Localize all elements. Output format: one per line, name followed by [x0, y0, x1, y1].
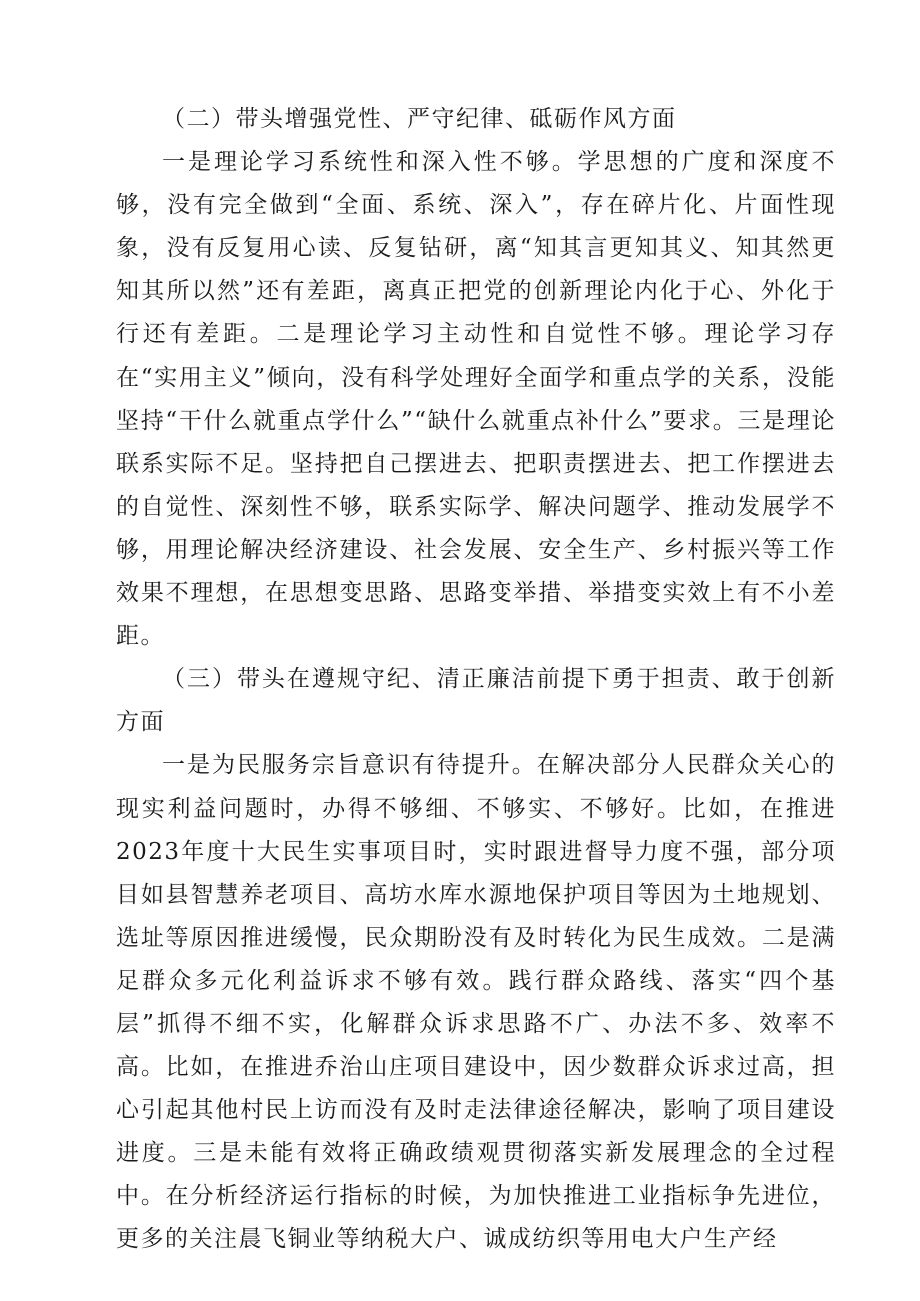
document-body: [116, 98, 836, 1262]
section-body-3: 一是为民服务宗旨意识有待提升。在解决部分人民群众关心的现实利益问题时，办得不够细、不够实、不够好。比如，在推进2023年度十大民生实事项目时，实时跟进督导力度不强，部分项目如县智慧养老项目、高坊水库水源地保护项目等因为土地规划、选址等原因推进缓慢，民众期盼没有及时转化为民生成效。二是满足群众多元化利益诉求不够有效。践行群众路线、落实“四个基层”抓得不细不实，化解群众诉求思路不广、办法不多、效率不高。比如，在推进乔治山庄项目建设中，因少数群众诉求过高，担心引起其他村民上访而没有及时走法律途径解决，影响了项目建设进度。三是未能有效将正确政绩观贯彻落实新发展理念的全过程中。在分析经济运行指标的时候，为加快推进工业指标争先进位，更多的关注晨飞铜业等纳税大户、诚成纺织等用电大户生产经: [116, 752, 836, 1253]
section-heading-3: （三）带头在遵规守纪、清正廉洁前提下勇于担责、敢于创新方面: [116, 666, 836, 736]
section-body-2: 一是理论学习系统性和深入性不够。学思想的广度和深度不够，没有完全做到“全面、系统、深入”，存在碎片化、片面性现象，没有反复用心读、反复钻研，离“知其言更知其义、知其然更知其所以然”还有差距，离真正把党的创新理论内化于心、外化于行还有差距。二是理论学习主动性和自觉性不够。理论学习存在“实用主义”倾向，没有科学处理好全面学和重点学的关系，没能坚持“干什么就重点学什么”“缺什么就重点补什么”要求。三是理论联系实际不足。坚持把自己摆进去、把职责摆进去、把工作摆进去的自觉性、深刻性不够，联系实际学、解决问题学、推动发展学不够，用理论解决经济建设、社会发展、安全生产、乡村振兴等工作效果不理想，在思想变思路、思路变举措、举措变实效上有不小差距。: [116, 149, 836, 650]
section-heading-2: （二）带头增强党性、严守纪律、砥砺作风方面: [162, 106, 677, 132]
